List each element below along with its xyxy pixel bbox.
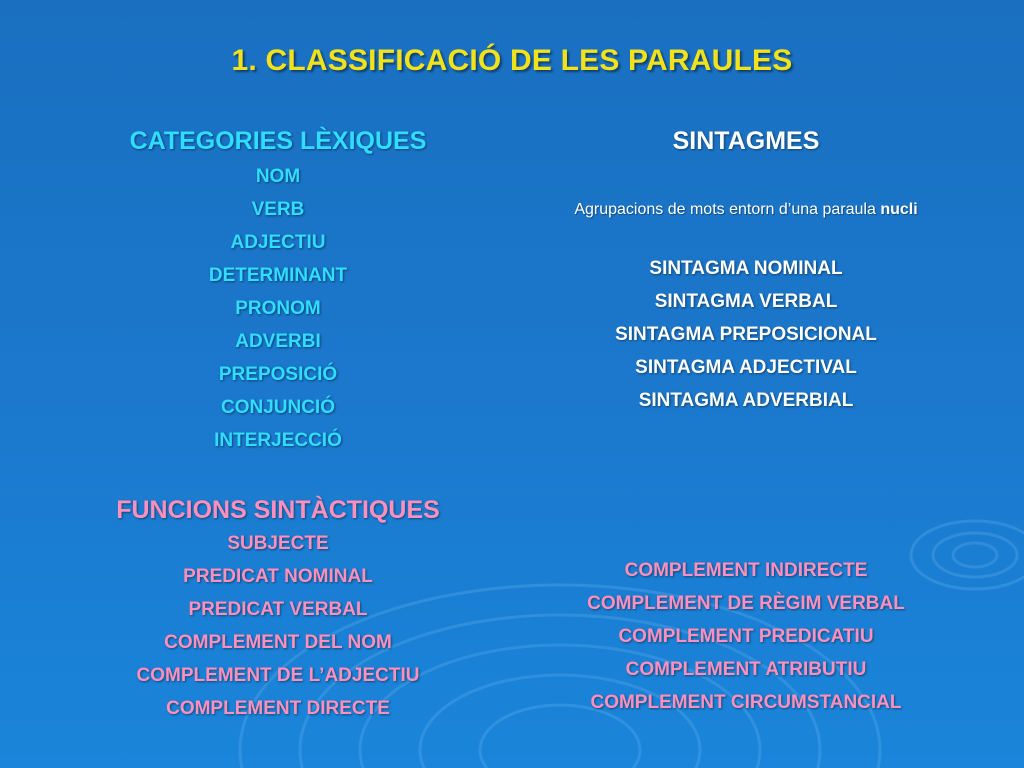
sintagma-item: SINTAGMA ADVERBIAL: [638, 390, 854, 411]
category-item: DETERMINANT: [208, 265, 348, 286]
description-bold: nucli: [880, 201, 918, 218]
funcio-item: COMPLEMENT CIRCUMSTANCIAL: [590, 692, 902, 713]
funcio-item: COMPLEMENT ATRIBUTIU: [625, 659, 867, 680]
sintagma-item: SINTAGMA PREPOSICIONAL: [615, 324, 877, 345]
slide-title: 1. CLASSIFICACIÓ DE LES PARAULES: [231, 44, 793, 77]
funcio-item: COMPLEMENT DEL NOM: [164, 632, 392, 653]
sintagma-item: SINTAGMA VERBAL: [654, 291, 838, 312]
category-item: PREPOSICIÓ: [218, 364, 338, 385]
category-item: PRONOM: [235, 298, 321, 319]
category-item: INTERJECCIÓ: [214, 430, 342, 451]
category-item: ADJECTIU: [230, 232, 326, 253]
sintagmes-section: [516, 126, 976, 417]
categories-heading: CATEGORIES LÈXIQUES: [129, 127, 427, 155]
category-item: CONJUNCIÓ: [220, 397, 335, 418]
funcio-item: PREDICAT NOMINAL: [183, 566, 373, 587]
category-item: ADVERBI: [235, 331, 321, 352]
categories-section: [78, 126, 478, 457]
funcio-item: COMPLEMENT INDIRECTE: [624, 560, 868, 581]
funcio-item: COMPLEMENT DE L’ADJECTIU: [136, 665, 420, 686]
funcio-item: COMPLEMENT DIRECTE: [166, 698, 390, 719]
funcio-item: COMPLEMENT DE RÈGIM VERBAL: [587, 593, 905, 614]
funcions-heading: FUNCIONS SINTÀCTIQUES: [116, 496, 440, 524]
sintagmes-heading: SINTAGMES: [672, 127, 820, 155]
description-text: Agrupacions de mots entorn d’una paraula: [574, 201, 876, 218]
sintagmes-description: [516, 198, 976, 222]
sintagma-item: SINTAGMA NOMINAL: [649, 258, 843, 279]
funcio-item: SUBJECTE: [227, 533, 329, 554]
funcio-item: COMPLEMENT PREDICATIU: [618, 626, 874, 647]
funcions-section: [78, 495, 478, 725]
category-item: NOM: [255, 166, 301, 187]
funcions-right-section: [516, 554, 976, 719]
sintagma-item: SINTAGMA ADJECTIVAL: [635, 357, 857, 378]
funcio-item: PREDICAT VERBAL: [188, 599, 368, 620]
category-item: VERB: [251, 199, 305, 220]
